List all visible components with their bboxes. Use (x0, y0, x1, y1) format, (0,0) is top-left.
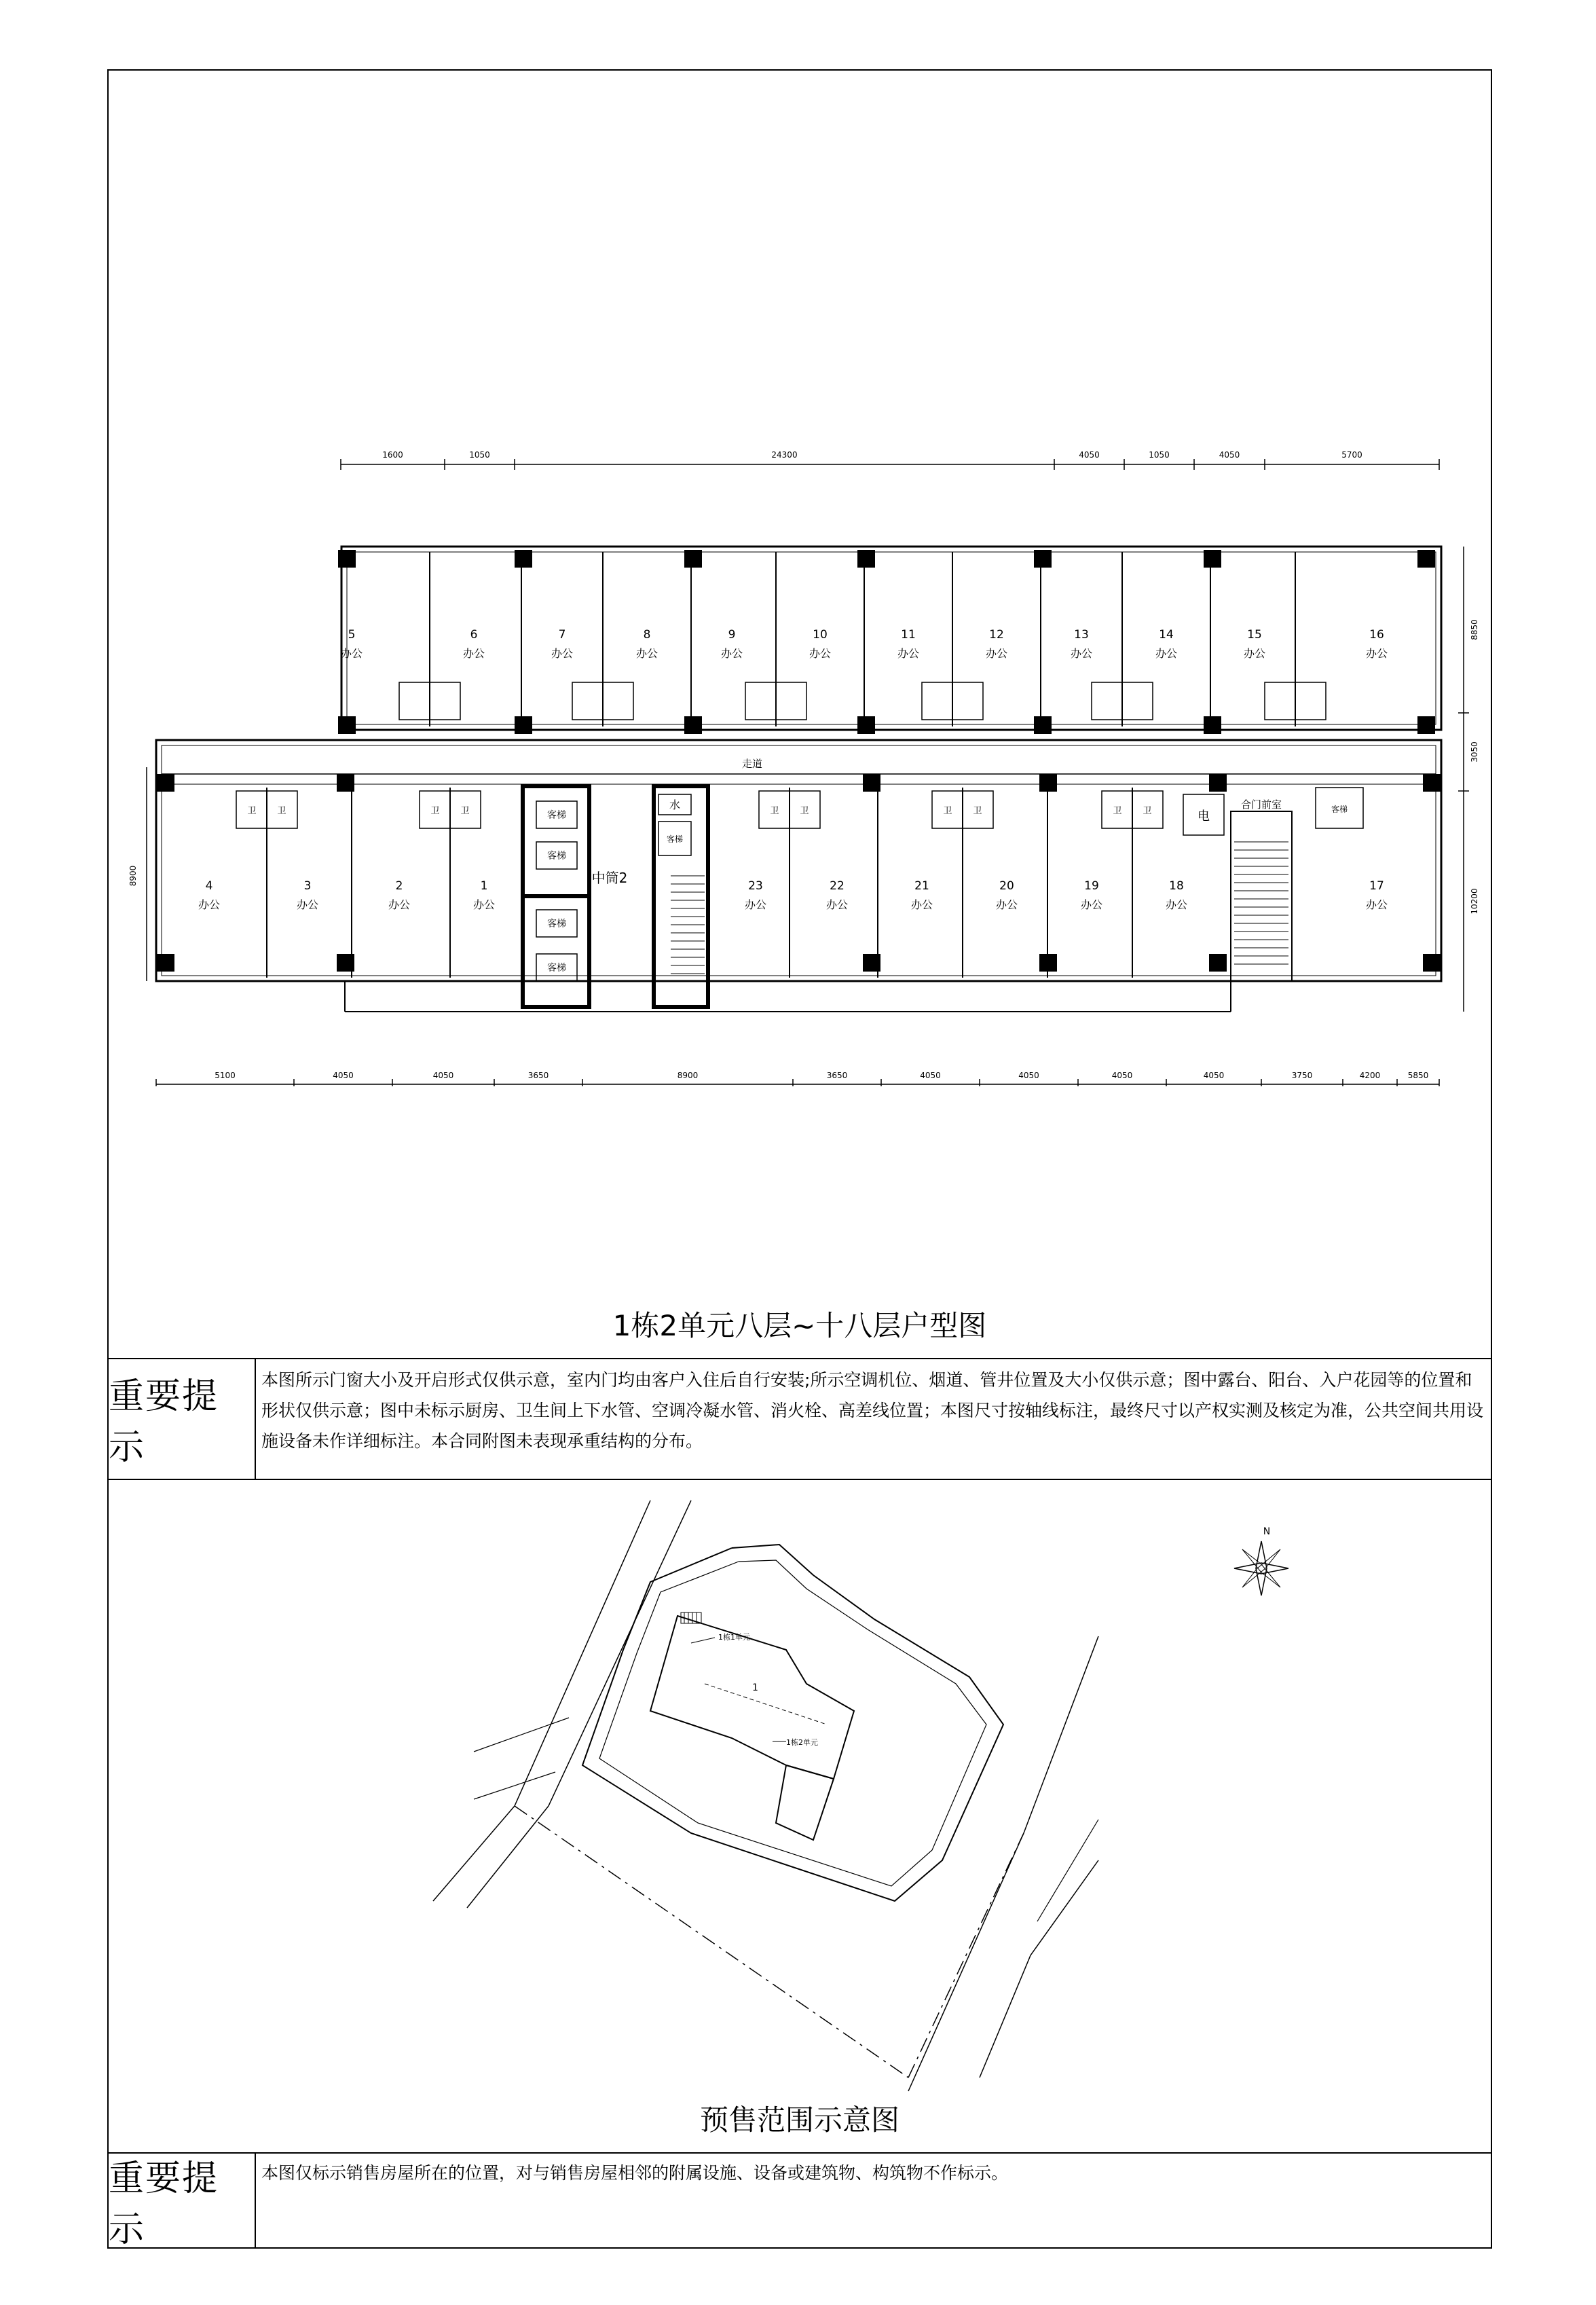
wc-label: 卫 (247, 806, 257, 816)
room-use: 办公 (720, 647, 743, 660)
bottom-dim-label: 4050 (1018, 1071, 1039, 1080)
wc-label: 卫 (1113, 806, 1122, 816)
structural-column (157, 774, 174, 792)
structural-column (1034, 716, 1052, 734)
room-use: 办公 (462, 647, 485, 660)
right-dim-label: 8850 (1470, 619, 1479, 640)
room-number: 9 (728, 628, 736, 642)
bottom-dim-label: 5100 (215, 1071, 236, 1080)
structural-column (337, 774, 354, 792)
bottom-dim-label: 3750 (1291, 1071, 1313, 1080)
room-use: 办公 (198, 898, 221, 911)
elevator-label-4: 客梯 (547, 963, 566, 974)
structural-column (684, 550, 702, 568)
room-number: 4 (205, 879, 213, 893)
room-use: 办公 (472, 898, 496, 911)
notice2-label: 重要提示 (109, 2158, 219, 2250)
top-dim-label: 5700 (1341, 450, 1362, 460)
wc-label: 卫 (943, 806, 952, 816)
site-plan (107, 1480, 1492, 2152)
room-number: 11 (901, 628, 916, 642)
room-use: 办公 (985, 647, 1008, 660)
room-use: 办公 (551, 647, 574, 660)
bottom-dim-label: 4200 (1359, 1071, 1381, 1080)
structural-column (1039, 954, 1057, 972)
wc-label: 卫 (430, 806, 440, 816)
right-dim-label: 3050 (1470, 741, 1479, 762)
room-use: 办公 (1365, 898, 1388, 911)
room-number: 1 (480, 879, 488, 893)
siteplan-title: 预售范围示意图 (699, 2103, 899, 2137)
divider-notice1-top (107, 1358, 1492, 1359)
corridor-label: 走道 (741, 758, 763, 770)
structural-column (684, 716, 702, 734)
room-use: 办公 (1243, 647, 1266, 660)
room-use: 办公 (1365, 647, 1388, 660)
room-number: 16 (1369, 628, 1384, 642)
room-number: 5 (348, 628, 356, 642)
structural-column (863, 954, 880, 972)
top-dim-label: 1050 (469, 450, 490, 460)
top-dim-label: 1050 (1149, 450, 1170, 460)
notice2-text: 本图仅标示销售房屋所在的位置，对与销售房屋相邻的附属设施、设备或建筑物、构筑物不作标示。 (261, 2163, 1009, 2183)
room-number: 22 (830, 879, 845, 893)
elevator-label-1: 客梯 (547, 810, 566, 821)
room-use: 办公 (635, 647, 658, 660)
bottom-dim-label: 5850 (1407, 1071, 1429, 1080)
room-use: 办公 (1155, 647, 1178, 660)
room-use: 办公 (744, 898, 767, 911)
room-number: 12 (989, 628, 1004, 642)
structural-column (157, 954, 174, 972)
elevator-label-3: 客梯 (547, 919, 566, 929)
structural-column (338, 550, 356, 568)
structural-column (1417, 716, 1435, 734)
bottom-dim-label: 4050 (432, 1071, 454, 1080)
wc-label: 卫 (800, 806, 809, 816)
floor-plan (107, 407, 1492, 1086)
structural-column (1423, 954, 1441, 972)
divider-notice1-label (255, 1358, 256, 1479)
room-use: 办公 (340, 647, 363, 660)
wc-label: 卫 (460, 806, 470, 816)
room-number: 18 (1169, 879, 1184, 893)
bottom-dim-label: 4050 (1111, 1071, 1133, 1080)
structural-column (1039, 774, 1057, 792)
divider-notice2-top (107, 2152, 1492, 2154)
top-dim-label: 24300 (771, 450, 798, 460)
structural-column (863, 774, 880, 792)
bottom-dim-label: 4050 (333, 1071, 354, 1080)
north-arrow-icon (1234, 1541, 1288, 1596)
bottom-dim-label: 3650 (826, 1071, 848, 1080)
room-use: 办公 (995, 898, 1018, 911)
core-label: 中筒2 (591, 870, 628, 886)
room-number: 7 (558, 628, 566, 642)
room-number: 14 (1159, 628, 1174, 642)
room-number: 3 (303, 879, 312, 893)
room-number: 10 (813, 628, 828, 642)
power-room-label: 电 (1198, 809, 1210, 824)
top-dim-label: 4050 (1079, 450, 1100, 460)
elevator-label-2: 客梯 (547, 851, 566, 862)
right-dim-label: 10200 (1470, 888, 1479, 915)
structural-column (1204, 716, 1221, 734)
structural-column (1417, 550, 1435, 568)
room-number: 17 (1369, 879, 1384, 893)
north-label: N (1263, 1526, 1271, 1537)
water-shaft-label: 水 (669, 798, 681, 811)
room-number: 19 (1084, 879, 1099, 893)
bottom-dim-label: 4050 (920, 1071, 941, 1080)
notice1-text: 本图所示门窗大小及开启形式仅供示意，室内门均由客户入住后自行安装;所示空调机位、烟道、管井位置及大小仅供示意；图中露台、阳台、入户花园等的位置和形状仅供示意；图中未标示厨房、卫生间上下水管、空调冷凝水管、消火栓、高差线位置；本图尺寸按轴线标注，最终尺寸以产权实测及核定为准，公共空间共用设施设备未作详细标注。本合同附图未表现承重结构的分布。 (261, 1370, 1484, 1451)
structural-column (1034, 550, 1052, 568)
divider-notice2-label (255, 2152, 256, 2249)
room-use: 办公 (1080, 898, 1103, 911)
wc-label: 卫 (277, 806, 286, 816)
structural-column (1209, 774, 1227, 792)
structural-column (1204, 550, 1221, 568)
room-use: 办公 (809, 647, 832, 660)
bottom-dim-label: 8900 (677, 1071, 699, 1080)
room-number: 6 (470, 628, 478, 642)
room-use: 办公 (388, 898, 411, 911)
room-use: 办公 (910, 898, 933, 911)
room-number: 8 (643, 628, 651, 642)
room-number: 20 (999, 879, 1014, 893)
top-dim-label: 4050 (1219, 450, 1240, 460)
room-use: 办公 (1070, 647, 1093, 660)
notice1-label: 重要提示 (109, 1376, 219, 1468)
room-use: 办公 (897, 647, 920, 660)
room-use: 办公 (296, 898, 319, 911)
bottom-dim-label: 3650 (527, 1071, 549, 1080)
elevator-label-6: 客梯 (1331, 805, 1348, 814)
structural-column (338, 716, 356, 734)
bottom-dim-label: 4050 (1203, 1071, 1225, 1080)
structural-column (515, 550, 532, 568)
room-number: 15 (1247, 628, 1262, 642)
room-number: 13 (1074, 628, 1089, 642)
room-use: 办公 (825, 898, 849, 911)
wc-label: 卫 (973, 806, 982, 816)
top-dim-label: 1600 (382, 450, 403, 460)
structural-column (515, 716, 532, 734)
structural-column (1423, 774, 1441, 792)
elevator-label-5: 客梯 (666, 834, 684, 844)
unit2-label: 1栋2单元 (786, 1738, 818, 1747)
room-use: 办公 (1165, 898, 1188, 911)
building-number: 1 (752, 1682, 758, 1693)
room-number: 2 (395, 879, 403, 893)
structural-column (857, 550, 875, 568)
room-number: 23 (748, 879, 763, 893)
left-dim-label: 8900 (128, 865, 138, 887)
wc-label: 卫 (1143, 806, 1152, 816)
room-number: 21 (914, 879, 929, 893)
structural-column (1209, 954, 1227, 972)
plan-title: 1栋2单元八层~十八层户型图 (612, 1309, 987, 1342)
unit1-label: 1栋1单元 (718, 1633, 750, 1642)
lobby-label: 合门前室 (1240, 798, 1282, 811)
structural-column (857, 716, 875, 734)
structural-column (337, 954, 354, 972)
wc-label: 卫 (770, 806, 779, 816)
